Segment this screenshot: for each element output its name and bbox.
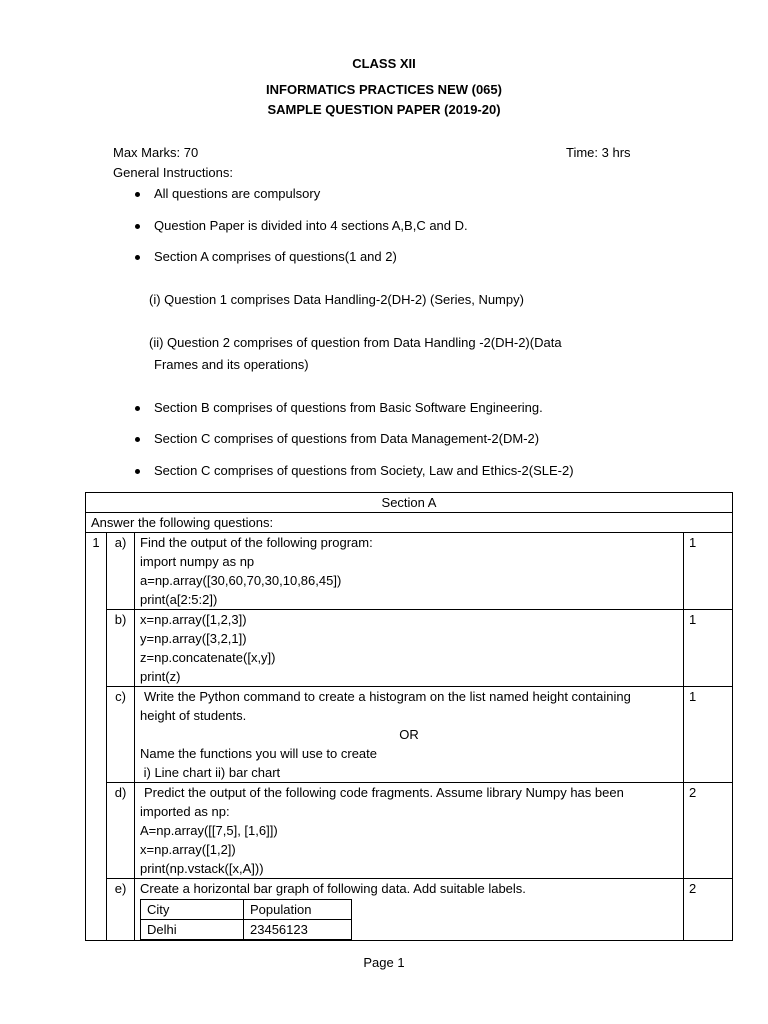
question-part-row: [86, 610, 733, 687]
part-label: e): [107, 879, 135, 941]
question-line: height of students.: [140, 708, 247, 723]
general-instructions-label: General Instructions:: [113, 165, 233, 180]
table-cell: 23456123: [244, 920, 352, 940]
part-marks: 2: [684, 879, 733, 941]
sub-instruction-ii-continued: Frames and its operations): [154, 357, 309, 372]
instruction-item: Section B comprises of questions from Basic Software Engineering.: [154, 400, 543, 415]
subject-heading: INFORMATICS PRACTICES NEW (065): [266, 82, 502, 97]
section-title-row: [86, 493, 733, 513]
question-part-row: [86, 687, 733, 783]
question-line: Write the Python command to create a histogram on the list named height containing: [144, 689, 631, 704]
question-line: Name the functions you will use to create: [140, 746, 378, 761]
instruction-item: All questions are compulsory: [154, 186, 321, 201]
part-marks: 1: [684, 687, 733, 783]
instruction-item: Question Paper is divided into 4 sections A,B,C and D.: [154, 218, 468, 233]
code-line: print(a[2:5:2]): [140, 592, 218, 607]
part-label: a): [107, 533, 135, 610]
part-marks: 2: [684, 783, 733, 879]
question-number: 1: [86, 533, 107, 941]
code-line: A=np.array([[7,5], [1,6]]): [140, 823, 278, 838]
part-text: [135, 533, 684, 610]
question-line: Predict the output of the following code fragments. Assume library Numpy has been: [144, 785, 624, 800]
table-header-row: [141, 900, 352, 920]
part-text: [135, 783, 684, 879]
code-line: y=np.array([3,2,1]): [140, 631, 247, 646]
part-text: [135, 687, 684, 783]
part-text: [135, 610, 684, 687]
question-line: Find the output of the following program:: [140, 535, 373, 550]
part-marks: 1: [684, 533, 733, 610]
class-heading: CLASS XII: [352, 56, 416, 71]
table-cell: Delhi: [141, 920, 244, 940]
instruction-item: Section C comprises of questions from Society, Law and Ethics-2(SLE-2): [154, 463, 574, 478]
question-line: imported as np:: [140, 804, 230, 819]
code-line: z=np.concatenate([x,y]): [140, 650, 276, 665]
section-subtitle: Answer the following questions:: [86, 513, 733, 533]
code-line: x=np.array([1,2,3]): [140, 612, 247, 627]
sub-instruction-i: (i) Question 1 comprises Data Handling-2(DH-2) (Series, Numpy): [149, 292, 524, 307]
table-header-cell: Population: [244, 900, 352, 920]
part-label: c): [107, 687, 135, 783]
code-line: print(z): [140, 669, 181, 684]
instruction-item: Section A comprises of questions(1 and 2): [154, 249, 397, 264]
population-table: [140, 899, 352, 940]
question-line: Create a horizontal bar graph of following data. Add suitable labels.: [140, 881, 526, 896]
page-number: Page 1: [363, 955, 405, 970]
or-separator: OR: [399, 727, 419, 742]
code-line: x=np.array([1,2]): [140, 842, 236, 857]
table-header-cell: City: [141, 900, 244, 920]
code-line: import numpy as np: [140, 554, 255, 569]
question-part-row: [86, 533, 733, 610]
instruction-item: Section C comprises of questions from Data Management-2(DM-2): [154, 431, 540, 446]
question-part-row: [86, 783, 733, 879]
code-line: print(np.vstack([x,A])): [140, 861, 264, 876]
code-line: a=np.array([30,60,70,30,10,86,45]): [140, 573, 342, 588]
part-label: b): [107, 610, 135, 687]
section-title: Section A: [86, 493, 733, 513]
question-part-row: [86, 879, 733, 941]
paper-heading: SAMPLE QUESTION PAPER (2019-20): [267, 102, 501, 117]
time-allowed: Time: 3 hrs: [566, 145, 631, 160]
max-marks: Max Marks: 70: [113, 145, 199, 160]
part-marks: 1: [684, 610, 733, 687]
section-subtitle-row: [86, 513, 733, 533]
question-table: [85, 492, 733, 941]
table-row: [141, 920, 352, 940]
part-text: [135, 879, 684, 941]
part-label: d): [107, 783, 135, 879]
sub-instruction-ii: (ii) Question 2 comprises of question from Data Handling -2(DH-2)(Data: [149, 335, 562, 350]
question-line: i) Line chart ii) bar chart: [140, 765, 281, 780]
